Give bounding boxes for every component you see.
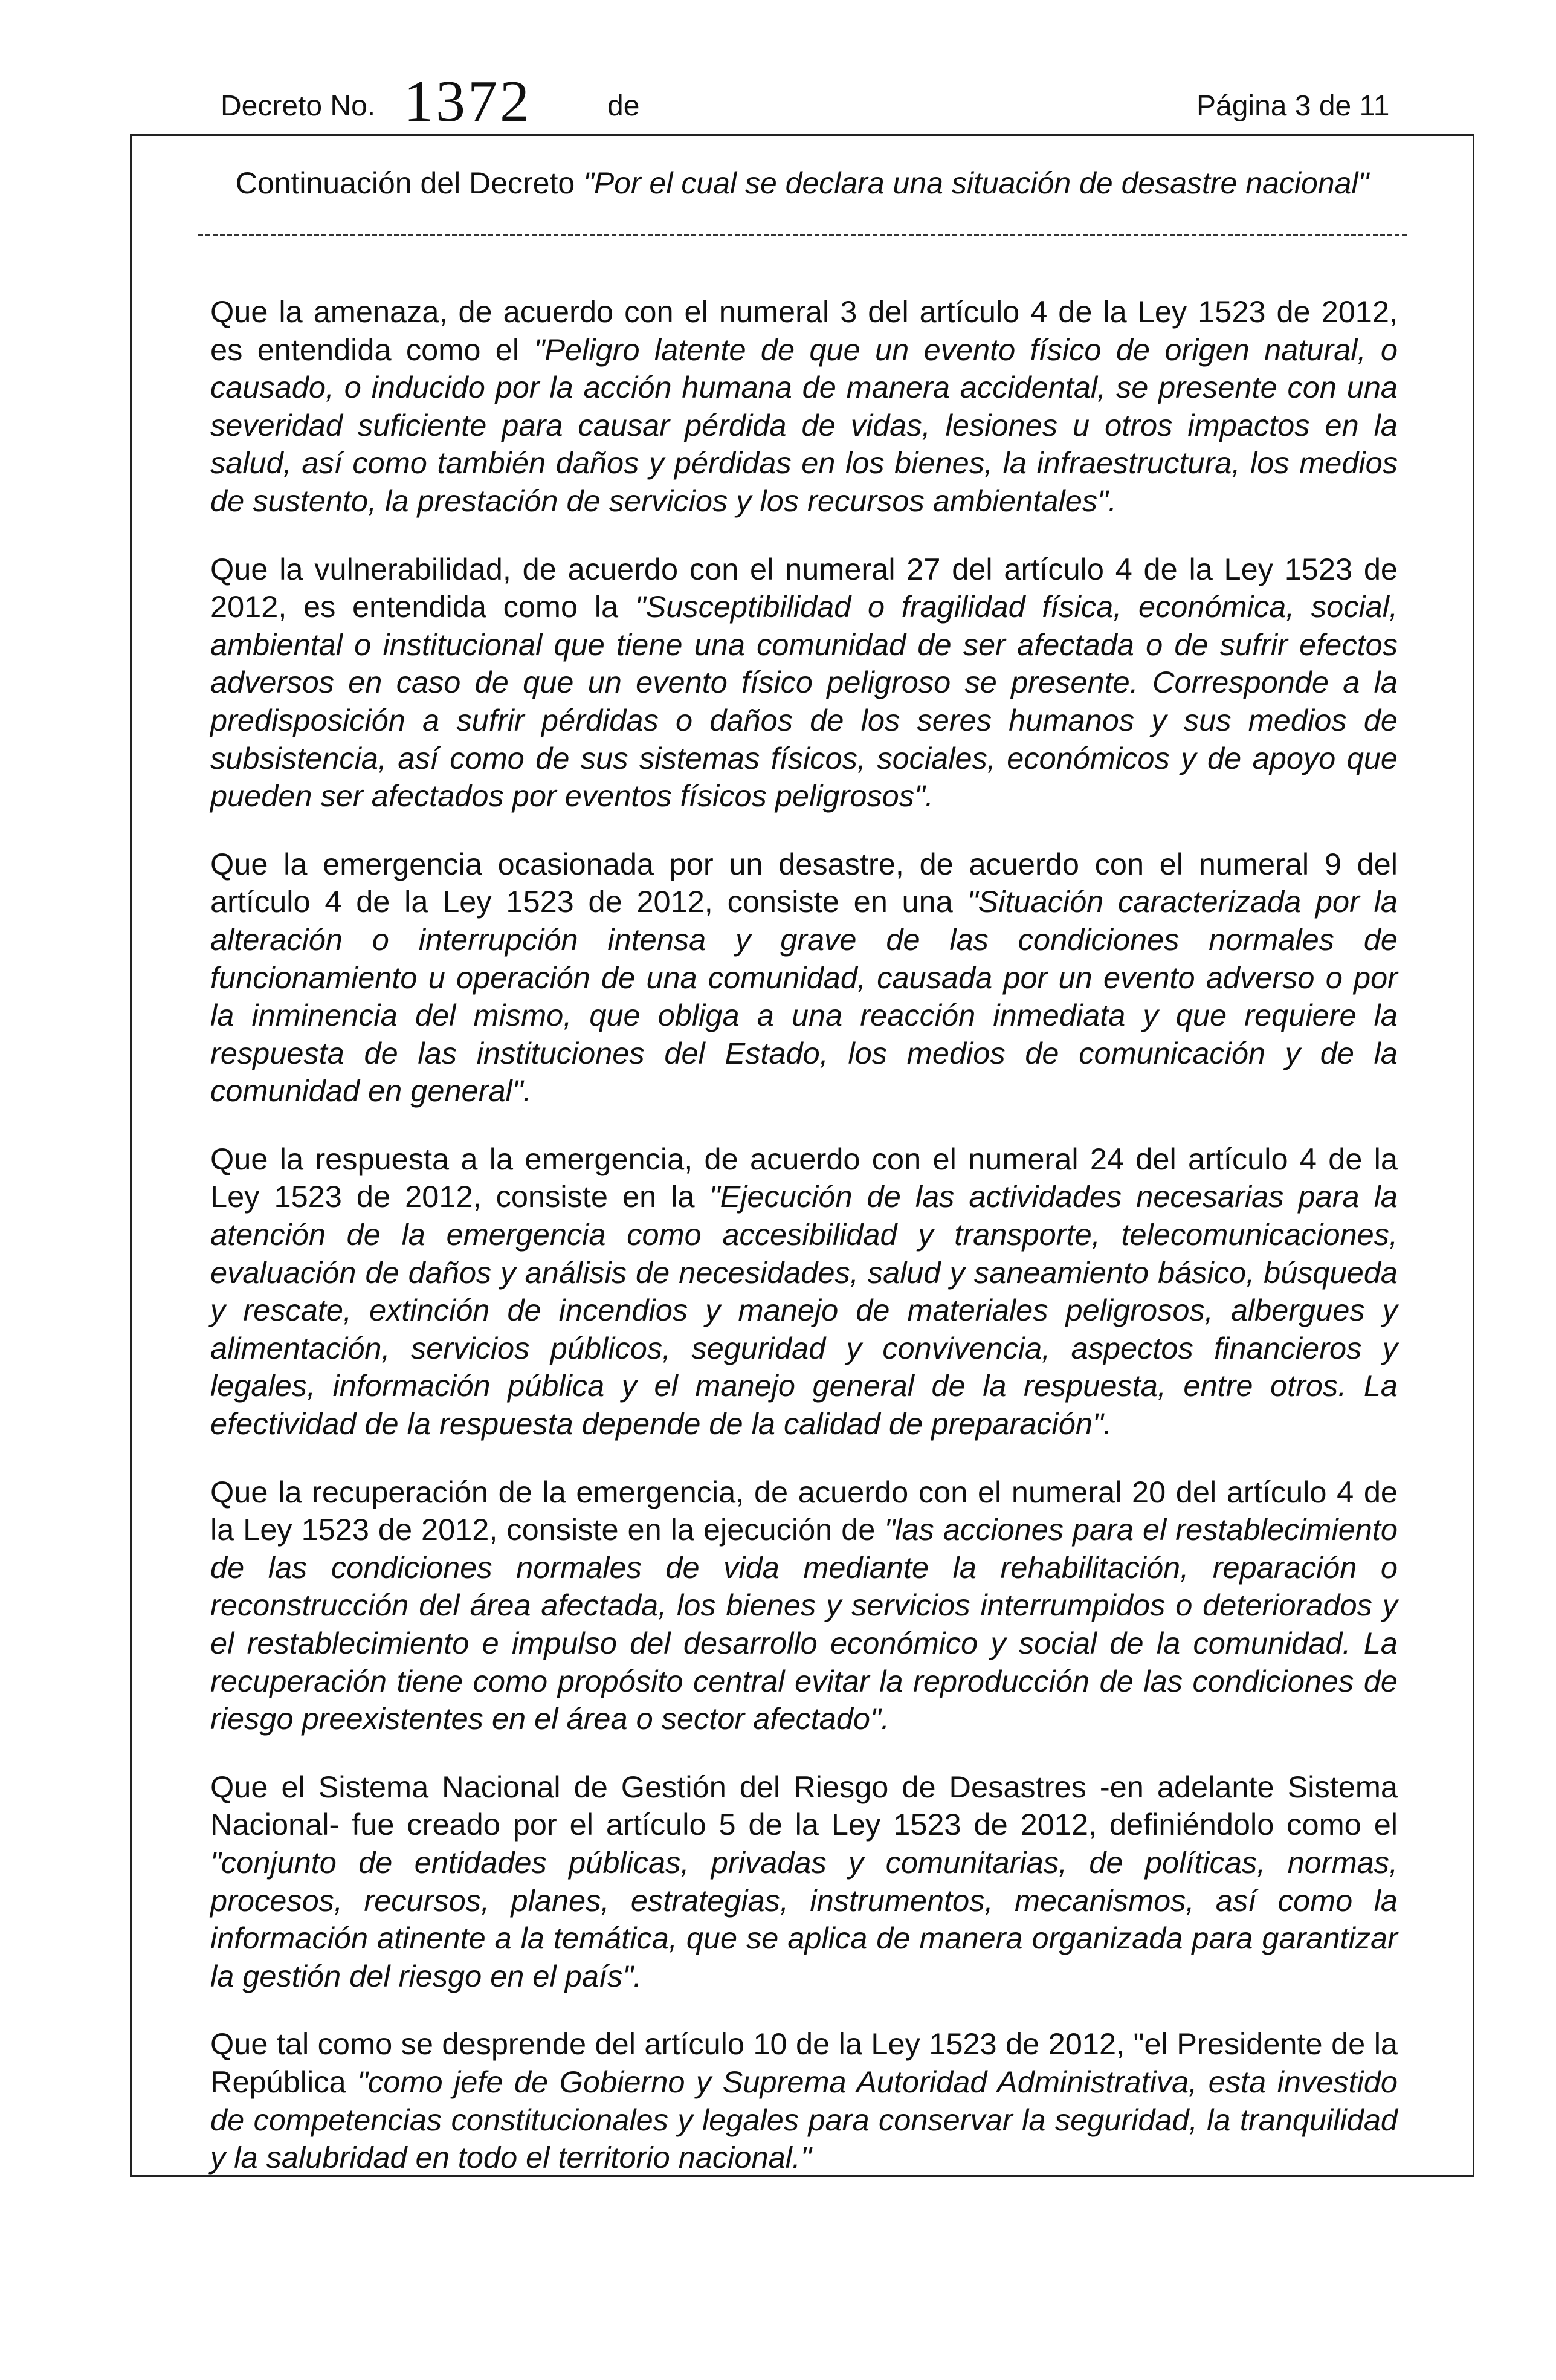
date-label: de bbox=[607, 90, 640, 122]
continuation-line bbox=[132, 165, 1473, 201]
paragraph-text: Que la recuperación de la emergencia, de acuerdo con el numeral 20 del artículo 4 de la Ley 1523 de 2012, consiste en la ejecución de bbox=[210, 1474, 1398, 1547]
paragraph-text: Que la amenaza, de acuerdo con el numeral 3 del artículo 4 de la Ley 1523 de 2012, es entendida como el bbox=[210, 294, 1398, 367]
paragraph-text: Que el Sistema Nacional de Gestión del Riesgo de Desastres -en adelante Sistema Nacional- fue creado por el artículo 5 de la Ley 1523 de 2012, definiéndolo como el bbox=[210, 1769, 1398, 1842]
document-body bbox=[210, 293, 1398, 2207]
paragraph-quote: "Situación caracterizada por la alteración o interrupción intensa y grave de las condiciones normales de funcionamiento u operación de una comunidad, causada por un evento adverso o por la inminencia del mismo, que obliga a una reacción inmediata y que requiere la respuesta de las instituciones del Estado, los medios de comunicación y de la comunidad en general". bbox=[210, 884, 1398, 1108]
paragraph-quote: "Peligro latente de que un evento físico de origen natural, o causado, o inducido por la acción humana de manera accidental, se presente con una severidad suficiente para causar pérdida de vidas, lesiones u otros impactos en la salud, así como también daños y pérdidas en los bienes, la infraestructura, los medios de sustento, la prestación de servicios y los recursos ambientales". bbox=[210, 332, 1398, 518]
paragraph-quote: "como jefe de Gobierno y Suprema Autoridad Administrativa, esta investido de competencias constitucionales y legales para conservar la seguridad, la tranquilidad y la salubridad en todo el territorio nacional." bbox=[210, 2064, 1398, 2175]
paragraph-emergencia bbox=[210, 846, 1398, 1110]
document-frame bbox=[130, 134, 1474, 2177]
paragraph-respuesta bbox=[210, 1140, 1398, 1443]
paragraph-recuperacion bbox=[210, 1473, 1398, 1738]
paragraph-quote: "conjunto de entidades públicas, privadas y comunitarias, de políticas, normas, procesos, recursos, planes, estrategias, instrumentos, mecanismos, así como la información atinente a la temática, que se aplica de manera organizada para garantizar la gestión del riesgo en el país". bbox=[210, 1845, 1398, 1993]
continuation-prefix: Continuación del Decreto bbox=[235, 166, 584, 200]
decree-label: Decreto No. bbox=[221, 90, 376, 122]
dashed-divider bbox=[198, 234, 1407, 236]
paragraph-sistema-nacional bbox=[210, 1768, 1398, 1996]
paragraph-amenaza bbox=[210, 293, 1398, 520]
paragraph-text: Que tal como se desprende del artículo 10 de la Ley 1523 de 2012, "el Presidente de la República bbox=[210, 2026, 1398, 2099]
page-number: Página 3 de 11 bbox=[1196, 90, 1390, 122]
paragraph-quote: "las acciones para el restablecimiento de las condiciones normales de vida mediante la rehabilitación, reparación o reconstrucción del área afectada, los bienes y servicios interrumpidos o deteriorados y el restablecimiento e impulso del desarrollo económico y social de la comunidad. La recuperación tiene como propósito central evitar la reproducción de las condiciones de riesgo preexistentes en el área o sector afectado". bbox=[210, 1512, 1398, 1736]
paragraph-text: Que la vulnerabilidad, de acuerdo con el numeral 27 del artículo 4 de la Ley 1523 de 2012, es entendida como la bbox=[210, 551, 1398, 624]
continuation-title: "Por el cual se declara una situación de desastre nacional" bbox=[583, 166, 1369, 200]
paragraph-quote: "Susceptibilidad o fragilidad física, económica, social, ambiental o institucional que tiene una comunidad de ser afectada o de sufrir efectos adversos en caso de que un evento físico peligroso se presente. Corresponde a la predisposición a sufrir pérdidas o daños de los seres humanos y sus medios de subsistencia, así como de sus sistemas físicos, sociales, económicos y de apoyo que pueden ser afectados por eventos físicos peligrosos". bbox=[210, 589, 1398, 813]
paragraph-presidente bbox=[210, 2025, 1398, 2176]
paragraph-vulnerabilidad bbox=[210, 551, 1398, 815]
paragraph-quote: "Ejecución de las actividades necesarias para la atención de la emergencia como accesibilidad y transporte, telecomunicaciones, evaluación de daños y análisis de necesidades, salud y saneamiento básico, búsqueda y rescate, extinción de incendios y manejo de materiales peligrosos, albergues y alimentación, servicios públicos, seguridad y convivencia, aspectos financieros y legales, información pública y el manejo general de la respuesta, entre otros. La efectividad de la respuesta depende de la calidad de preparación". bbox=[210, 1179, 1398, 1441]
paragraph-text: Que la respuesta a la emergencia, de acuerdo con el numeral 24 del artículo 4 de la Ley 1523 de 2012, consiste en la bbox=[210, 1141, 1398, 1214]
paragraph-text: Que la emergencia ocasionada por un desastre, de acuerdo con el numeral 9 del artículo 4 de la Ley 1523 de 2012, consiste en una bbox=[210, 846, 1398, 919]
decree-number: 1372 bbox=[404, 69, 532, 134]
